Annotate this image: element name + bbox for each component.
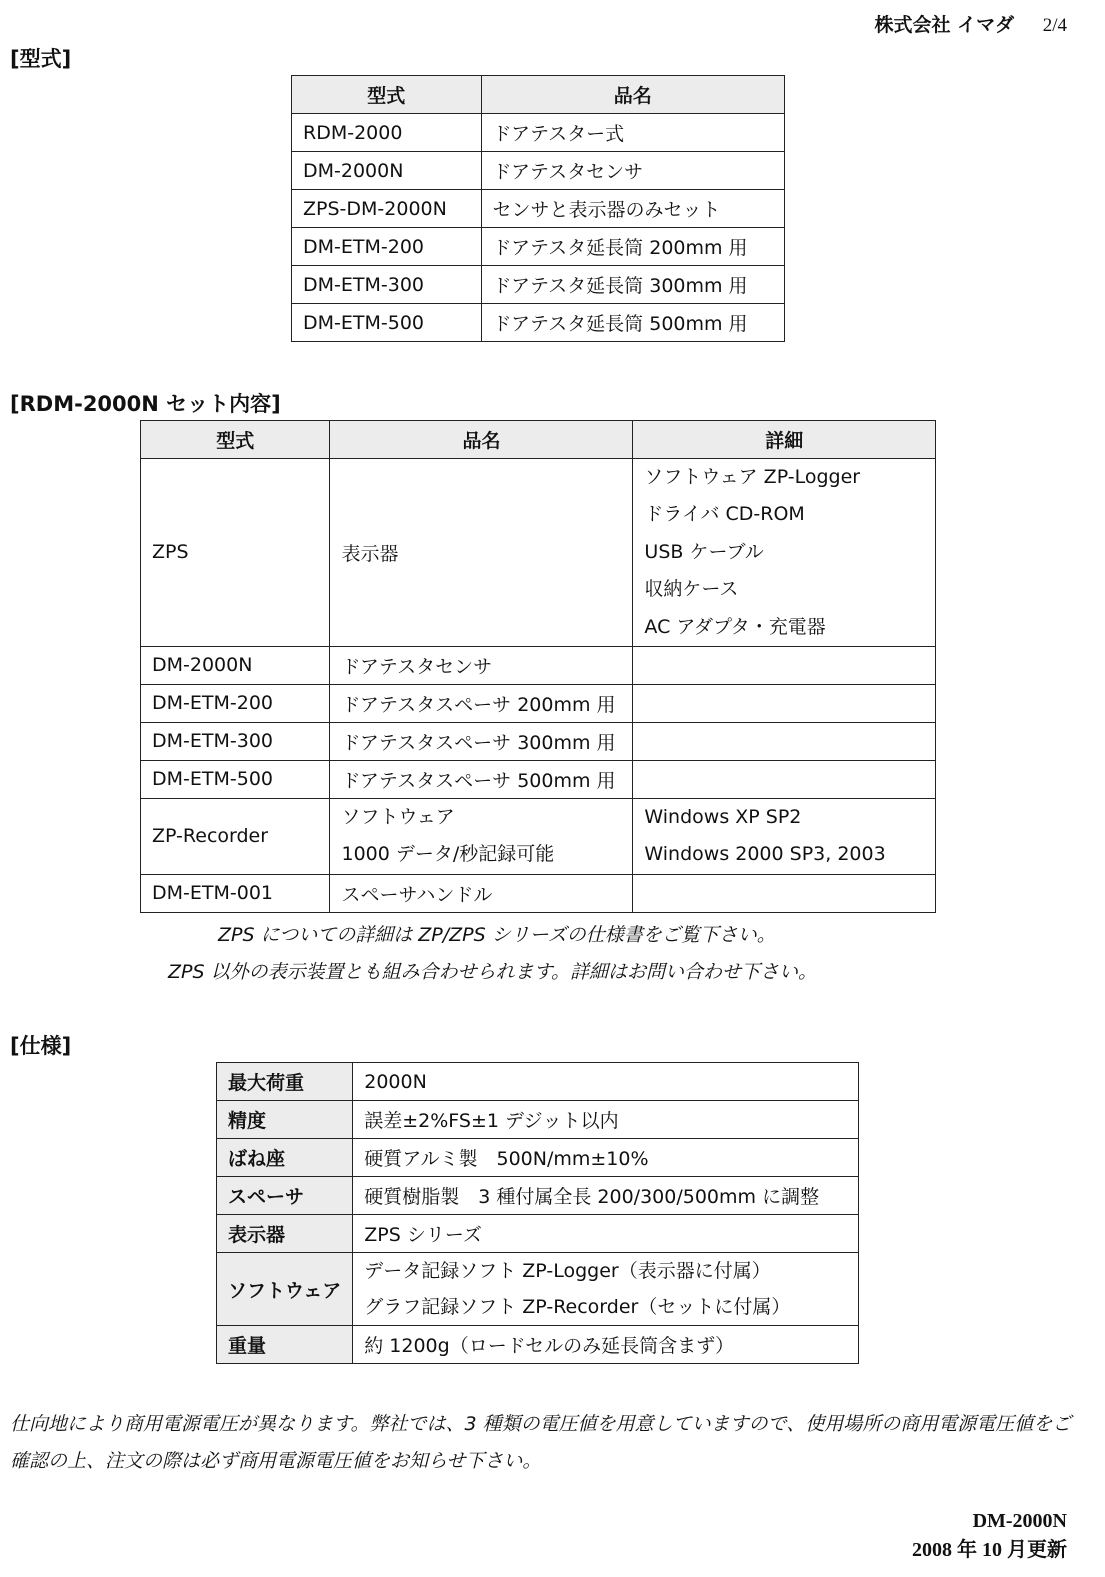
table-row <box>217 1253 859 1326</box>
name-cell: ドアテスタスペーサ 200mm 用 <box>330 684 633 722</box>
table-row <box>217 1101 859 1139</box>
table-header-row <box>292 76 785 114</box>
table-row <box>217 1139 859 1177</box>
spec-label: 最大荷重 <box>217 1063 353 1101</box>
spec-label: 重量 <box>217 1326 353 1364</box>
model-cell: ZP-Recorder <box>141 798 330 874</box>
spec-label: スペーサ <box>217 1177 353 1215</box>
name-line: ソフトウェア <box>341 805 455 828</box>
name-cell <box>330 798 633 874</box>
model-cell: DM-2000N <box>292 152 482 190</box>
document-footer <box>912 1507 1067 1565</box>
footer-model: DM-2000N <box>972 1510 1067 1532</box>
table-row <box>141 798 936 874</box>
table-row <box>292 190 785 228</box>
detail-line: ドライバ CD-ROM <box>644 503 805 526</box>
details-cell <box>633 722 936 760</box>
table-row <box>292 228 785 266</box>
table-row <box>292 304 785 342</box>
name-cell: ドアテスタ延長筒 200mm 用 <box>481 228 784 266</box>
models-heading: [型式] <box>10 47 72 71</box>
name-cell: ドアテスタセンサ <box>481 152 784 190</box>
model-cell: ZPS <box>141 459 330 647</box>
details-cell <box>633 760 936 798</box>
name-cell: ドアテスタセンサ <box>330 646 633 684</box>
column-header: 詳細 <box>633 421 936 459</box>
detail-line: Windows XP SP2 <box>644 805 802 828</box>
table-row <box>141 646 936 684</box>
name-cell: ドアテスタ延長筒 500mm 用 <box>481 304 784 342</box>
spec-value-line: グラフ記録ソフト ZP-Recorder（セットに付属） <box>364 1296 791 1318</box>
details-cell <box>633 459 936 647</box>
spec-label: 表示器 <box>217 1215 353 1253</box>
detail-line: ソフトウェア ZP-Logger <box>644 466 861 488</box>
table-row <box>141 684 936 722</box>
spec-label: ばね座 <box>217 1139 353 1177</box>
table-row <box>217 1063 859 1101</box>
spec-table <box>216 1062 859 1364</box>
table-row <box>292 266 785 304</box>
name-line: 1000 データ/秒記録可能 <box>341 843 555 866</box>
model-cell: DM-ETM-500 <box>292 304 482 342</box>
name-cell: ドアテスタスペーサ 500mm 用 <box>330 760 633 798</box>
table-row <box>141 722 936 760</box>
model-cell: DM-ETM-001 <box>141 874 330 912</box>
column-header: 品名 <box>330 421 633 459</box>
column-header: 品名 <box>481 76 784 114</box>
table-row <box>292 152 785 190</box>
table-header-row <box>141 421 936 459</box>
name-cell: ドアテスター式 <box>481 114 784 152</box>
table-row <box>217 1326 859 1364</box>
spec-value: 硬質アルミ製 500N/mm±10% <box>353 1139 859 1177</box>
table-row <box>292 114 785 152</box>
spec-label: 精度 <box>217 1101 353 1139</box>
document-header <box>874 10 1067 37</box>
model-cell: DM-2000N <box>141 646 330 684</box>
column-header: 型式 <box>141 421 330 459</box>
model-cell: DM-ETM-200 <box>292 228 482 266</box>
table-row <box>141 760 936 798</box>
name-cell: スペーサハンドル <box>330 874 633 912</box>
table-row <box>141 874 936 912</box>
detail-line: AC アダプタ・充電器 <box>644 615 826 638</box>
spec-value: 2000N <box>353 1063 859 1101</box>
model-cell: DM-ETM-200 <box>141 684 330 722</box>
spec-heading: [仕様] <box>10 1034 72 1058</box>
name-cell: ドアテスタスペーサ 300mm 用 <box>330 722 633 760</box>
model-cell: DM-ETM-300 <box>141 722 330 760</box>
details-cell <box>633 874 936 912</box>
column-header: 型式 <box>292 76 482 114</box>
model-cell: DM-ETM-500 <box>141 760 330 798</box>
model-cell: DM-ETM-300 <box>292 266 482 304</box>
spec-value: 硬質樹脂製 3 種付属全長 200/300/500mm に調整 <box>353 1177 859 1215</box>
model-cell: ZPS-DM-2000N <box>292 190 482 228</box>
table-row <box>217 1177 859 1215</box>
spec-label: ソフトウェア <box>217 1253 353 1326</box>
set-heading: [RDM-2000N セット内容] <box>10 392 281 416</box>
spec-value: ZPS シリーズ <box>353 1215 859 1253</box>
set-note-1: ZPS についての詳細は ZP/ZPS シリーズの仕様書をご覧下さい。 <box>218 924 776 946</box>
company-name: 株式会社 イマダ <box>874 14 1015 36</box>
footer-updated: 2008 年 10 月更新 <box>912 1539 1067 1561</box>
details-cell <box>633 646 936 684</box>
spec-value: 誤差±2%FS±1 デジット以内 <box>353 1101 859 1139</box>
table-row <box>217 1215 859 1253</box>
set-table <box>140 420 936 913</box>
models-table <box>291 75 785 342</box>
spec-value: 約 1200g（ロードセルのみ延長筒含まず） <box>353 1326 859 1364</box>
details-cell <box>633 684 936 722</box>
detail-line: USB ケーブル <box>644 540 764 563</box>
spec-value <box>353 1253 859 1326</box>
set-note-2: ZPS 以外の表示装置とも組み合わせられます。詳細はお問い合わせ下さい。 <box>168 961 818 983</box>
page-number: 2/4 <box>1042 15 1067 36</box>
detail-line: 収納ケース <box>644 578 739 601</box>
details-cell <box>633 798 936 874</box>
voltage-note: 仕向地により商用電源電圧が異なります。弊社では、3 種類の電圧値を用意していますので、使用場所の商用電源電圧値をご確認の上、注文の際は必ず商用電源電圧値をお知らせ下さい。 <box>10 1413 1072 1472</box>
name-cell: センサと表示器のみセット <box>481 190 784 228</box>
name-cell: 表示器 <box>330 459 633 647</box>
detail-line: Windows 2000 SP3, 2003 <box>644 843 886 866</box>
model-cell: RDM-2000 <box>292 114 482 152</box>
table-row <box>141 459 936 647</box>
spec-value-line: データ記録ソフト ZP-Logger（表示器に付属） <box>364 1260 771 1282</box>
name-cell: ドアテスタ延長筒 300mm 用 <box>481 266 784 304</box>
